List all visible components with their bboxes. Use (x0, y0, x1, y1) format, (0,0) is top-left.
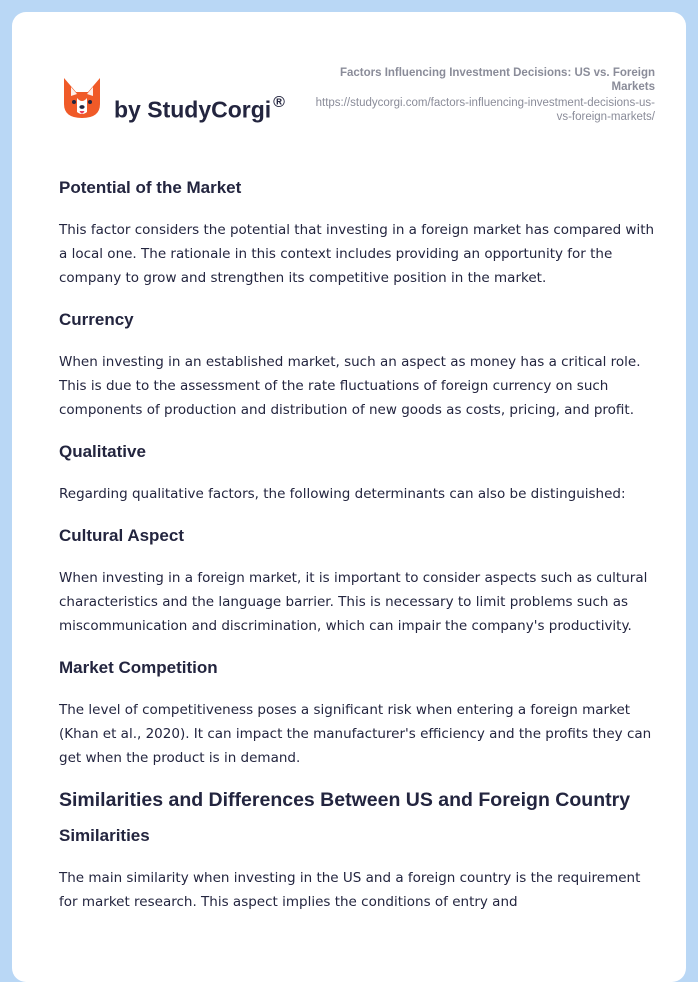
paragraph-cultural-aspect: When investing in a foreign market, it is important to consider aspects such as cultural characteristics and the language barrier. This is necessary to limit problems such as miscommunication and discrimination, which can impair the company's productivity. (59, 570, 648, 634)
heading-potential: Potential of the Market (59, 178, 242, 197)
paragraph-similarities: The main similarity when investing in the US and a foreign country is the requirement for market research. This aspect implies the conditions of entry and (59, 870, 641, 910)
heading-cultural-aspect: Cultural Aspect (59, 526, 185, 545)
heading-qualitative: Qualitative (59, 442, 146, 461)
document-title: Factors Influencing Investment Decisions: US vs. Foreign Markets (339, 67, 655, 93)
paragraph-market-competition: The level of competitiveness poses a significant risk when entering a foreign market (Khan et al., 2020). It can impact the manufacturer's efficiency and the profits they can get when the product is in demand. (59, 702, 652, 766)
heading-similarities: Similarities (59, 826, 150, 845)
heading-market-competition: Market Competition (59, 658, 218, 677)
paragraph-qualitative: Regarding qualitative factors, the following determinants can also be distinguished: (59, 486, 626, 502)
document-url[interactable]: https://studycorgi.com/factors-influencing-investment-decisions-us-vs-foreign-markets/ (315, 97, 655, 123)
heading-similarities-differences: Similarities and Differences Between US and Foreign Country (59, 789, 631, 811)
registered-mark: ® (273, 94, 285, 111)
paragraph-potential: This factor considers the potential that investing in a foreign market has compared with a local one. The rationale in this context includes providing an opportunity for the company to grow and strengthen its competitive position in the market. (59, 222, 655, 286)
heading-currency: Currency (59, 310, 134, 329)
paragraph-currency: When investing in an established market, such an aspect as money has a critical role. This is due to the assessment of the rate fluctuations of foreign currency on such components of production and distribution of new goods as costs, pricing, and profit. (59, 354, 641, 418)
corgi-logo-icon (60, 76, 104, 124)
document-card (12, 12, 686, 982)
brand-name: by StudyCorgi ® (114, 94, 285, 123)
document-body (59, 176, 657, 914)
document-header (12, 12, 686, 152)
